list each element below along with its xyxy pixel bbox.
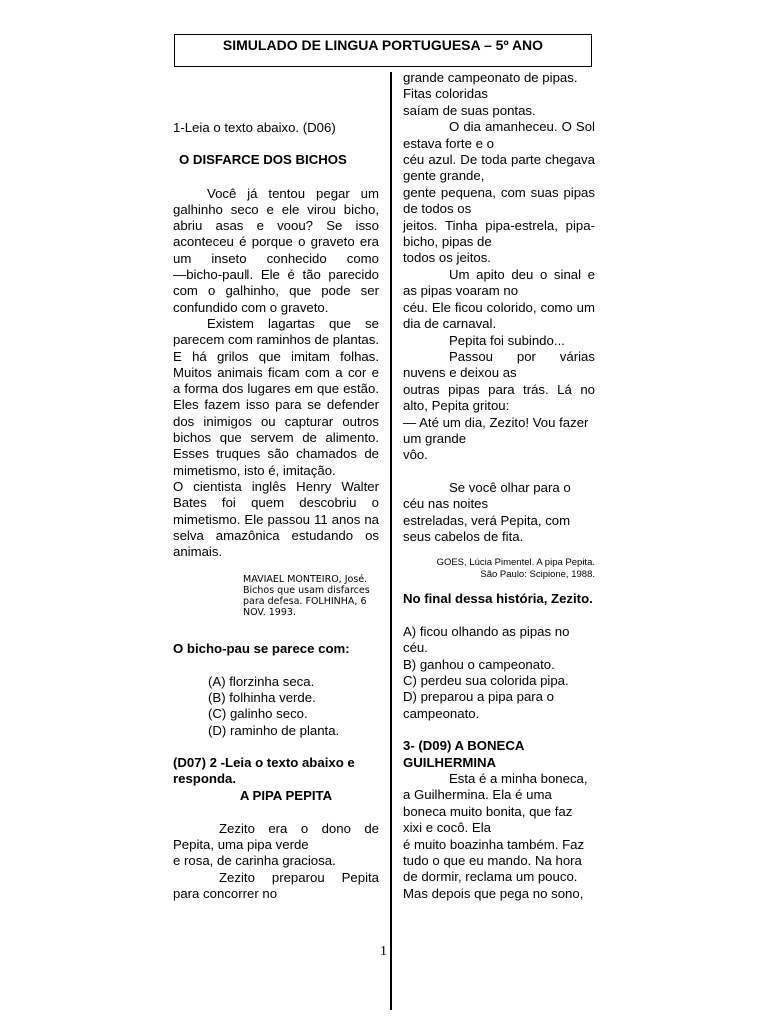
story-line-16: estreladas, verá Pepita, com seus cabelos de fita. (403, 512, 571, 544)
q3-line-2: a Guilhermina. Ela é uma boneca muito bonita, que faz xixi e cocô. Ela (403, 787, 573, 836)
story-line-2: saíam de suas pontas. (403, 102, 536, 118)
q2-line-5: para concorrer no (173, 885, 278, 901)
story-line-3: O dia amanheceu. O Sol estava forte e o (403, 119, 595, 151)
q2-options (403, 624, 595, 722)
q1-paragraph-1: Você já tentou pegar um galhinho seco e ele virou bicho, abriu asas e voou? Se isso aconteceu é porque o graveto era um inseto conhecido como ―bicho-pau‖. Ele é tão parecido com o galhinho, que pode ser confundido com o graveto. (173, 185, 379, 315)
story-line-8: Um apito deu o sinal e as pipas voaram no (403, 266, 595, 299)
q2-line-4: Zezito preparou Pepita (219, 869, 379, 885)
q1-question: O bicho-pau se parece com: (173, 641, 350, 657)
q2-line-2: Pepita, uma pipa verde (173, 837, 309, 853)
q2-option-b: B) ganhou o campeonato. (403, 656, 555, 672)
q1-title: O DISFARCE DOS BICHOS (179, 152, 347, 168)
story-line-4: céu azul. De toda parte chegava gente grande, (403, 152, 595, 184)
page-title: SIMULADO DE LINGUA PORTUGUESA – 5º ANO (222, 37, 544, 53)
page-title-box (174, 34, 592, 67)
column-divider (390, 72, 392, 1010)
q2-instruction: (D07) 2 -Leia o texto abaixo e responda. (173, 754, 355, 787)
story-source (403, 557, 595, 581)
story-line-10: Pepita foi subindo... (449, 332, 565, 348)
story-source-line-2: São Paulo: Scipione, 1988. (480, 569, 595, 581)
right-column (403, 70, 595, 902)
story-source-line-1: GOES, Lúcia Pimentel. A pipa Pepita. (436, 557, 595, 569)
q2-question: No final dessa história, Zezito. (403, 591, 593, 607)
q2-line-1: Zezito era o dono de (219, 820, 379, 836)
story-line-13: — Até um dia, Zezito! Vou fazer um grande (403, 414, 589, 446)
story-line-15: Se você olhar para o céu nas noites (403, 479, 571, 512)
q3-line-3: é muito boazinha também. Faz tudo o que eu mando. Na hora de dormir, reclama um pouco. Mas depois que pega no sono, (403, 836, 585, 901)
story-line-1: grande campeonato de pipas. Fitas coloridas (403, 70, 578, 102)
q1-option-b: (B) folhinha verde. (208, 690, 316, 706)
q2-line-3: e rosa, de carinha graciosa. (173, 853, 336, 869)
story-line-7: todos os jeitos. (403, 250, 491, 266)
left-column (173, 120, 379, 902)
story-line-9: céu. Ele ficou colorido, como um dia de carnaval. (403, 299, 595, 332)
q2-title: A PIPA PEPITA (239, 787, 333, 803)
story-line-14: vôo. (403, 447, 428, 463)
page-number: 1 (380, 944, 387, 959)
story-line-5: gente pequena, com suas pipas de todos os (403, 184, 595, 217)
q1-paragraph-3: O cientista inglês Henry Walter Bates foi quem descobriu o mimetismo. Ele passou 11 anos na selva amazônica estudando os animais. (173, 478, 379, 560)
q1-option-d: (D) raminho de planta. (208, 722, 340, 738)
q1-source: MAVIAEL MONTEIRO, José. Bichos que usam disfarces para defesa. FOLHINHA, 6 NOV. 1993. (243, 574, 370, 619)
q3-title: 3- (D09) A BONECA GUILHERMINA (403, 738, 524, 770)
q2-option-d: D) preparou a pipa para o campeonato. (403, 689, 555, 721)
q1-instruction: 1-Leia o texto abaixo. (D06) (173, 120, 336, 135)
story-line-11: Passou por várias nuvens e deixou as (403, 348, 595, 381)
q2-option-c: C) perdeu sua colorida pipa. (403, 673, 569, 688)
q1-options (173, 674, 379, 739)
story-line-12: outras pipas para trás. Lá no alto, Pepita gritou: (403, 381, 595, 414)
q1-option-a: (A) florzinha seca. (208, 673, 315, 689)
q2-option-a: A) ficou olhando as pipas no céu. (403, 623, 570, 656)
q1-paragraph-2: Existem lagartas que se parecem com raminhos de plantas. E há grilos que imitam folhas. Muitos animais ficam com a cor e a forma dos lugares em que estão. Eles fazem isso para se defender dos inimigos ou capturar outros bichos que servem de alimento. Esses truques são chamados de mimetismo, isto é, imitação. (173, 315, 379, 478)
q3-line-1: Esta é a minha boneca, (449, 771, 588, 787)
story-line-6: jeitos. Tinha pipa-estrela, pipa-bicho, pipas de (403, 217, 595, 250)
q1-option-c: (C) galinho seco. (208, 706, 308, 722)
